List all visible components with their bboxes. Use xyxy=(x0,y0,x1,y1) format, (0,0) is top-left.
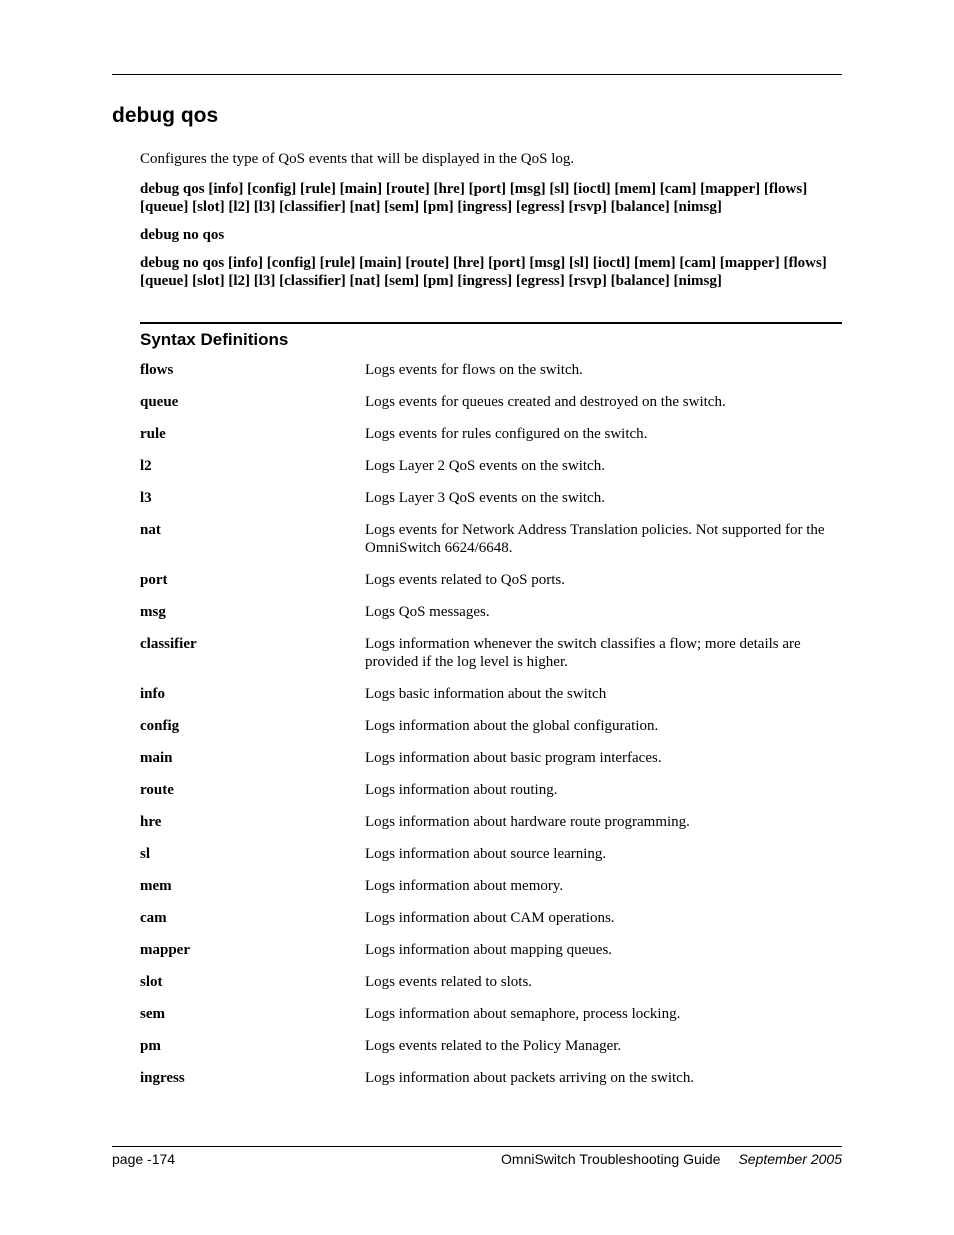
definition-term: info xyxy=(140,686,166,702)
definition-term: l2 xyxy=(140,458,152,474)
definition-row xyxy=(140,781,842,799)
definition-term: nat xyxy=(140,522,161,538)
definition-row xyxy=(140,457,842,475)
definition-row xyxy=(140,685,842,703)
definition-term: slot xyxy=(140,974,163,990)
definition-description: Logs events related to the Policy Manager. xyxy=(365,1038,622,1054)
definition-term: mapper xyxy=(140,942,190,958)
definition-description: Logs events for Network Address Translation policies. Not supported for the OmniSwitch 6624/6648. xyxy=(365,522,825,556)
definition-row xyxy=(140,1069,842,1087)
page-title: debug qos xyxy=(112,104,219,127)
definition-row xyxy=(140,1005,842,1023)
definition-description: Logs information about basic program interfaces. xyxy=(365,750,662,766)
definition-description: Logs events for rules configured on the switch. xyxy=(365,426,648,442)
top-rule xyxy=(112,74,842,75)
definition-description: Logs events related to slots. xyxy=(365,974,533,990)
definition-row xyxy=(140,973,842,991)
definition-term: sem xyxy=(140,1006,165,1022)
footer-date: September 2005 xyxy=(738,1151,842,1167)
definition-term: route xyxy=(140,782,174,798)
definition-row xyxy=(140,909,842,927)
definition-term: cam xyxy=(140,910,167,926)
definition-row xyxy=(140,489,842,507)
footer-guide-title: OmniSwitch Troubleshooting Guide xyxy=(501,1151,721,1167)
definition-term: ingress xyxy=(140,1070,185,1086)
definition-term: rule xyxy=(140,426,166,442)
definition-term: msg xyxy=(140,604,166,620)
section-title: Syntax Definitions xyxy=(140,330,289,349)
definition-description: Logs information about semaphore, process locking. xyxy=(365,1006,681,1022)
definition-row xyxy=(140,941,842,959)
definition-row xyxy=(140,877,842,895)
syntax-line-debug-no-qos-options: debug no qos [info] [config] [rule] [main] [route] [hre] [port] [msg] [sl] [ioctl] [mem] [cam] [mapper] [flows] [queue] [slot] [l2] [l3] [classifier] [nat] [sem] [pm] [ingress] [egress] [rsvp] [balance] [nimsg] xyxy=(140,255,827,289)
definition-term: flows xyxy=(140,362,174,378)
definition-term: main xyxy=(140,750,173,766)
definition-row xyxy=(140,571,842,589)
syntax-line-debug-qos: debug qos [info] [config] [rule] [main] [route] [hre] [port] [msg] [sl] [ioctl] [mem] [cam] [mapper] [flows] [queue] [slot] [l2] [l3] [classifier] [nat] [sem] [pm] [ingress] [egress] [rsvp] [balance] [nimsg] xyxy=(140,181,808,215)
definition-row xyxy=(140,393,842,411)
definition-row xyxy=(140,749,842,767)
definition-term: classifier xyxy=(140,636,197,652)
definition-term: pm xyxy=(140,1038,161,1054)
definition-description: Logs Layer 2 QoS events on the switch. xyxy=(365,458,605,474)
definition-term: config xyxy=(140,718,180,734)
definition-description: Logs information about mapping queues. xyxy=(365,942,613,958)
definition-term: l3 xyxy=(140,490,152,506)
definition-description: Logs QoS messages. xyxy=(365,604,490,620)
definition-row xyxy=(140,603,842,621)
definition-description: Logs events for flows on the switch. xyxy=(365,362,583,378)
definition-row xyxy=(140,361,842,379)
definition-description: Logs Layer 3 QoS events on the switch. xyxy=(365,490,605,506)
definition-term: mem xyxy=(140,878,172,894)
definition-row xyxy=(140,845,842,863)
definition-row xyxy=(140,521,842,557)
definition-term: sl xyxy=(140,846,151,862)
bottom-rule xyxy=(112,1146,842,1147)
footer-right xyxy=(501,1151,842,1167)
definition-description: Logs information about the global configuration. xyxy=(365,718,659,734)
definition-term: queue xyxy=(140,394,179,410)
definition-row xyxy=(140,717,842,735)
definition-description: Logs basic information about the switch xyxy=(365,686,607,702)
definition-description: Logs information about memory. xyxy=(365,878,564,894)
section-rule xyxy=(140,322,842,324)
syntax-line-debug-no-qos: debug no qos xyxy=(140,227,225,243)
definition-term: hre xyxy=(140,814,162,830)
definition-row xyxy=(140,1037,842,1055)
definition-description: Logs events related to QoS ports. xyxy=(365,572,565,588)
definition-description: Logs information about CAM operations. xyxy=(365,910,615,926)
command-description: Configures the type of QoS events that will be displayed in the QoS log. xyxy=(140,151,575,167)
definition-description: Logs information about hardware route programming. xyxy=(365,814,690,830)
definition-description: Logs events for queues created and destroyed on the switch. xyxy=(365,394,726,410)
definition-row xyxy=(140,635,842,671)
definition-row xyxy=(140,425,842,443)
syntax-definitions-list xyxy=(140,361,842,1101)
definition-term: port xyxy=(140,572,168,588)
definition-description: Logs information about routing. xyxy=(365,782,558,798)
definition-row xyxy=(140,813,842,831)
footer-page-number: page -174 xyxy=(112,1151,176,1167)
definition-description: Logs information about packets arriving on the switch. xyxy=(365,1070,695,1086)
definition-description: Logs information about source learning. xyxy=(365,846,607,862)
definition-description: Logs information whenever the switch classifies a flow; more details are provided if the log level is higher. xyxy=(365,636,801,670)
